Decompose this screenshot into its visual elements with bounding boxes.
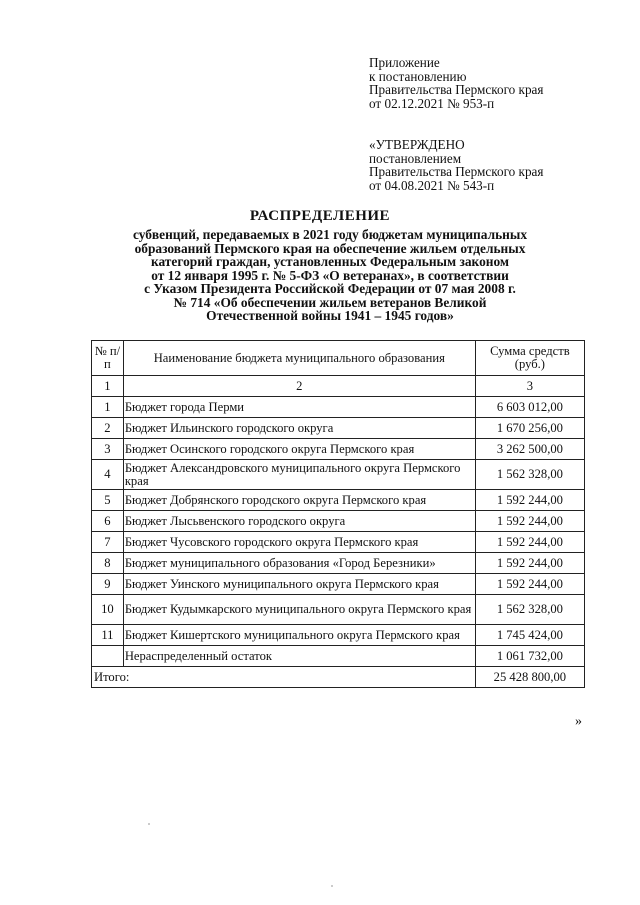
table-row	[92, 532, 585, 553]
table-row	[92, 553, 585, 574]
attachment-line: к постановлению	[369, 68, 467, 84]
row-sum: 6 603 012,00	[475, 397, 584, 418]
row-budget-name: Бюджет Чусовского городского округа Пермского края	[123, 532, 475, 553]
row-number: 5	[92, 490, 124, 511]
total-sum: 25 428 800,00	[475, 667, 584, 688]
row-sum: 1 592 244,00	[475, 553, 584, 574]
total-row	[92, 667, 585, 688]
row-number: 2	[92, 418, 124, 439]
row-sum: 1 592 244,00	[475, 574, 584, 595]
row-number: 8	[92, 553, 124, 574]
table-row	[92, 625, 585, 646]
header-budget-name: Наименование бюджета муниципального образования	[123, 341, 475, 376]
subtitle-line: субвенций, передаваемых в 2021 году бюджетам муниципальных	[132, 227, 528, 242]
approved-line: Правительства Пермского края	[369, 164, 544, 179]
row-budget-name: Бюджет Кишертского муниципального округа Пермского края	[123, 625, 475, 646]
table-row	[92, 460, 585, 490]
table-row	[92, 397, 585, 418]
row-sum: 1 670 256,00	[475, 418, 584, 439]
total-label: Итого:	[92, 667, 476, 688]
scan-speck	[148, 823, 150, 825]
row-sum: 1 592 244,00	[475, 532, 584, 553]
column-index-row	[92, 376, 585, 397]
document-subtitle	[100, 228, 560, 323]
table-row	[92, 646, 585, 667]
approved-block	[369, 138, 629, 192]
column-index: 3	[475, 376, 584, 397]
table-row	[92, 490, 585, 511]
row-number: 9	[92, 574, 124, 595]
row-sum: 1 592 244,00	[475, 490, 584, 511]
row-sum: 1 061 732,00	[475, 646, 584, 667]
row-number: 6	[92, 511, 124, 532]
row-number: 4	[92, 460, 124, 490]
row-budget-name: Бюджет Добрянского городского округа Пермского края	[123, 490, 475, 511]
header-number: № п/п	[92, 341, 124, 376]
row-budget-name: Нераспределенный остаток	[123, 646, 475, 667]
table-row	[92, 574, 585, 595]
row-number: 10	[92, 595, 124, 625]
row-budget-name: Бюджет Осинского городского округа Пермского края	[123, 439, 475, 460]
document-title: РАСПРЕДЕЛЕНИЕ	[249, 208, 391, 224]
row-sum: 3 262 500,00	[475, 439, 584, 460]
distribution-table	[91, 340, 585, 688]
attachment-block	[369, 56, 629, 110]
subtitle-line: образований Пермского края на обеспечение жильем отдельных	[134, 240, 526, 256]
row-budget-name: Бюджет Кудымкарского муниципального округа Пермского края	[123, 595, 475, 625]
row-budget-name: Бюджет муниципального образования «Город Березники»	[123, 553, 475, 574]
row-sum: 1 592 244,00	[475, 511, 584, 532]
attachment-line: от 02.12.2021 № 953-п	[369, 95, 495, 111]
row-number	[92, 646, 124, 667]
table-body	[92, 376, 585, 688]
approved-line: от 04.08.2021 № 543-п	[369, 177, 495, 193]
row-budget-name: Бюджет Ильинского городского округа	[123, 418, 475, 439]
row-budget-name: Бюджет Лысьвенского городского округа	[123, 511, 475, 532]
table-row	[92, 511, 585, 532]
subtitle-line: Отечественной войны 1941 – 1945 годов»	[206, 308, 454, 323]
scan-speck	[331, 885, 333, 887]
table-row	[92, 595, 585, 625]
table-row	[92, 439, 585, 460]
row-number: 3	[92, 439, 124, 460]
row-budget-name: Бюджет Александровского муниципального округа Пермского края	[123, 460, 475, 490]
attachment-line: Правительства Пермского края	[369, 82, 544, 97]
approved-line: «УТВЕРЖДЕНО	[369, 137, 465, 152]
approved-line: постановлением	[369, 150, 462, 166]
row-sum: 1 745 424,00	[475, 625, 584, 646]
row-sum: 1 562 328,00	[475, 460, 584, 490]
column-index: 1	[92, 376, 124, 397]
closing-quote: »	[575, 714, 582, 729]
row-sum: 1 562 328,00	[475, 595, 584, 625]
subtitle-line: № 714 «Об обеспечении жильем ветеранов Великой	[173, 294, 487, 310]
subtitle-line: с Указом Президента Российской Федерации от 07 мая 2008 г.	[144, 281, 516, 296]
column-index: 2	[123, 376, 475, 397]
row-number: 7	[92, 532, 124, 553]
row-number: 11	[92, 625, 124, 646]
attachment-line: Приложение	[369, 55, 440, 70]
row-budget-name: Бюджет Уинского муниципального округа Пермского края	[123, 574, 475, 595]
header-sum: Сумма средств (руб.)	[475, 341, 584, 376]
row-number: 1	[92, 397, 124, 418]
table-row	[92, 418, 585, 439]
subtitle-line: от 12 января 1995 г. № 5-ФЗ «О ветеранах», в соответствии	[151, 267, 509, 283]
subtitle-line: категорий граждан, установленных Федеральным законом	[150, 254, 510, 269]
row-budget-name: Бюджет города Перми	[123, 397, 475, 418]
table-header-row	[92, 341, 585, 376]
